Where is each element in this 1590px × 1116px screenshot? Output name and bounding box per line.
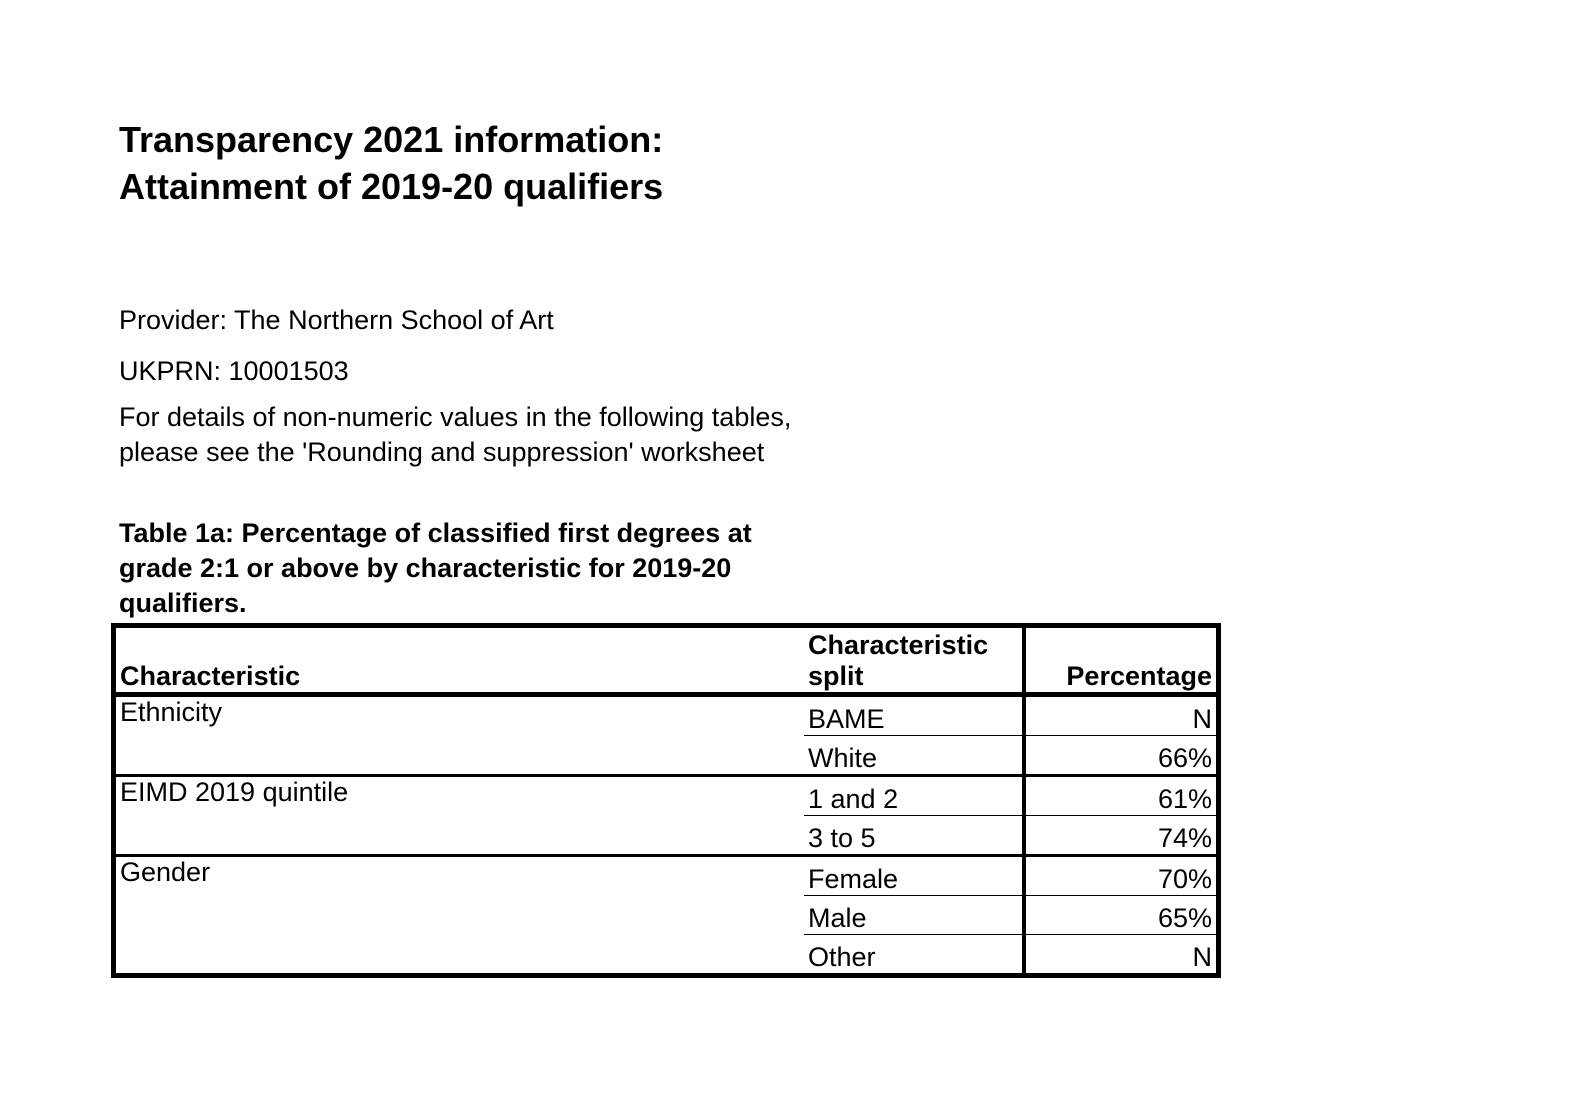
split-cell: 1 and 2	[804, 776, 1024, 816]
table-header-row	[114, 626, 1219, 695]
percentage-cell: 70%	[1024, 856, 1219, 896]
percentage-cell: 65%	[1024, 896, 1219, 935]
percentage-cell: 74%	[1024, 816, 1219, 856]
characteristic-cell: Gender	[120, 857, 211, 887]
percentage-cell: 61%	[1024, 776, 1219, 816]
rounding-note: For details of non-numeric values in the following tables, please see the 'Rounding and suppression' worksheet	[119, 402, 792, 467]
attainment-table	[111, 623, 1221, 978]
table-row	[114, 856, 1219, 896]
split-cell: BAME	[804, 695, 1024, 736]
page-title-line-1: Transparency 2021 information:	[119, 119, 664, 160]
split-cell: White	[804, 736, 1024, 776]
table-caption: Table 1a: Percentage of classified first degrees at grade 2:1 or above by characteristic for 2019-20 qualifiers.	[119, 518, 752, 618]
percentage-cell: N	[1024, 695, 1219, 736]
provider-text: Provider: The Northern School of Art	[119, 305, 554, 335]
characteristic-cell: Ethnicity	[114, 695, 805, 776]
percentage-cell: 66%	[1024, 736, 1219, 776]
page-title-line-2: Attainment of 2019-20 qualifiers	[119, 166, 664, 207]
page-title	[119, 116, 1019, 210]
table-row	[114, 776, 1219, 816]
table-row	[114, 695, 1219, 736]
characteristic-cell: EIMD 2019 quintile	[114, 776, 805, 856]
split-cell: Male	[804, 896, 1024, 935]
split-cell: Other	[808, 942, 876, 972]
header-characteristic-split: Characteristic split	[804, 626, 1024, 695]
split-cell: 3 to 5	[804, 816, 1024, 856]
header-characteristic: Characteristic	[114, 626, 805, 695]
percentage-cell: N	[1024, 935, 1219, 976]
split-cell: Female	[804, 856, 1024, 896]
ukprn-text: UKPRN: 10001503	[119, 356, 349, 386]
header-percentage: Percentage	[1024, 626, 1219, 695]
